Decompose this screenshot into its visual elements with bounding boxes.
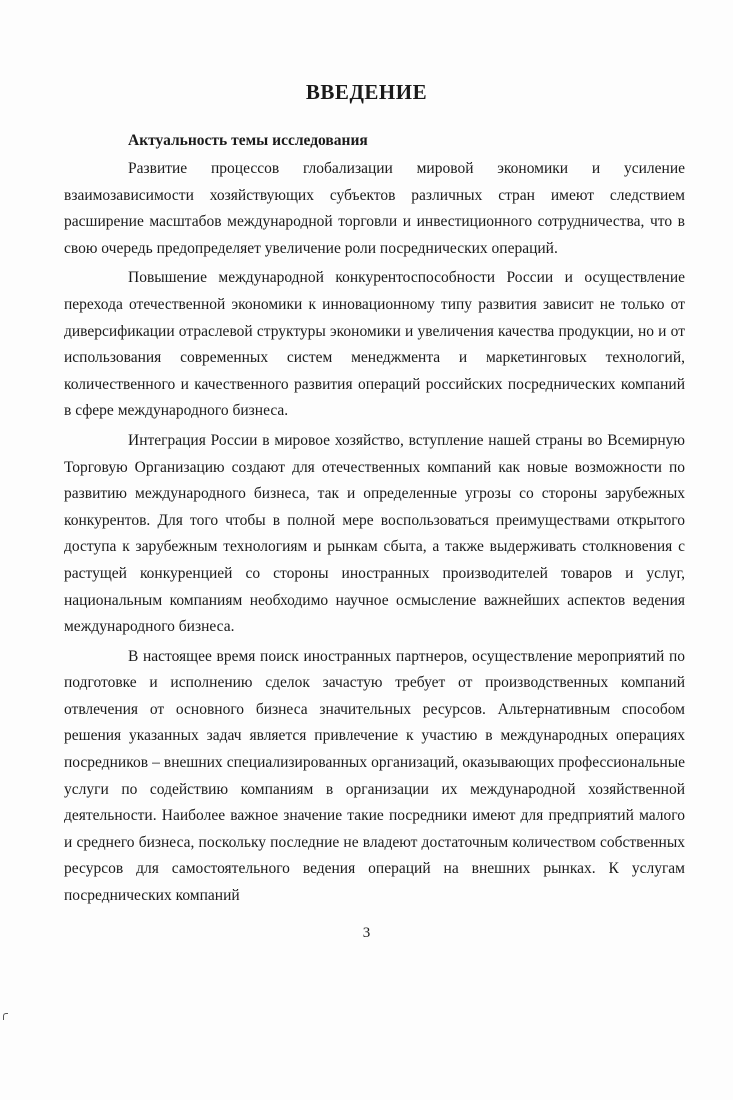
- body-text: [64, 156, 685, 913]
- section-heading: Актуальность темы исследования: [128, 132, 368, 149]
- paragraph: Интеграция России в мировое хозяйство, вступление нашей страны во Всемирную Торговую Организацию создают для отечественных компаний как новые возможности по развитию международного бизнеса, так и определенные угрозы со стороны зарубежных конкурентов. Для того чтобы в полной мере воспользоваться преимуществами открытого доступа к зарубежным технологиям и рынкам сбыта, а также выдерживать столкновения с растущей конкуренцией со стороны иностранных производителей товаров и услуг, национальным компаниям необходимо научное осмысление важнейших аспектов ведения международного бизнеса.: [64, 431, 685, 636]
- paragraph: В настоящее время поиск иностранных партнеров, осуществление мероприятий по подготовке и исполнению сделок зачастую требует от производственных компаний отвлечения от основного бизнеса значительных ресурсов. Альтернативным способом решения указанных задач является привлечение к участию в международных операциях посредников – внешних специализированных организаций, оказывающих профессиональные услуги по содействию компаниям в организации их международной хозяйственной деятельности. Наиболее важное значение такие посредники имеют для предприятий малого и среднего бизнеса, поскольку последние не владеют достаточным количеством собственных ресурсов для самостоятельного ведения операций на внешних рынках. К услугам посреднических компаний: [64, 647, 685, 905]
- paragraph: Развитие процессов глобализации мировой экономики и усиление взаимозависимости хозяйствующих субъектов различных стран имеют следствием расширение масштабов международной торговли и инвестиционного сотрудничества, что в свою очередь предопределяет увеличение роли посреднических операций.: [64, 160, 685, 257]
- page-title: ВВЕДЕНИЕ: [305, 80, 428, 104]
- paragraph: Повышение международной конкурентоспособности России и осуществление перехода отечественной экономики к инновационному типу развития зависит не только от диверсификации отраслевой структуры экономики и увеличения качества продукции, но и от использования современных систем менеджмента и маркетинговых технологий, количественного и качественного развития операций российских посреднических компаний в сфере международного бизнеса.: [64, 269, 685, 420]
- scan-artifact: [3, 1013, 8, 1020]
- page-number: 3: [362, 925, 371, 941]
